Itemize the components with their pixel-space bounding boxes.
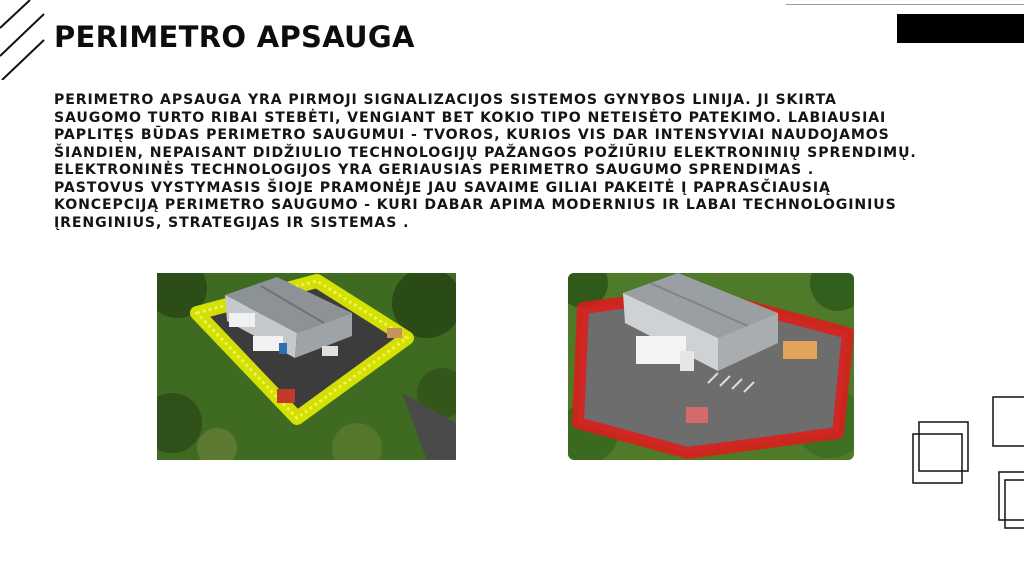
- slide-title: PERIMETRO APSAUGA: [54, 20, 415, 54]
- body-line: SAUGOMO TURTO RIBAI STEBĖTI, VENGIANT BET KOKIO TIPO NETEISĖTO PATEKIMO. LABIAUSIAI: [54, 109, 887, 126]
- body-line: ELEKTRONINĖS TECHNOLOGIJOS YRA GERIAUSIAS PERIMETRO SAUGUMO SPRENDIMAS .: [54, 162, 815, 178]
- body-line: PASTOVUS VYSTYMASIS ŠIOJE PRAMONĖJE JAU SAVAIME GILIAI PAKEITĖ Į PAPRASČIAUSIĄ: [54, 179, 831, 196]
- black-accent-bar: [897, 14, 1024, 43]
- decorative-slash-lines: [0, 0, 60, 80]
- body-line: ŠIANDIEN, NEPAISANT DIDŽIULIO TECHNOLOGIJŲ PAŽANGOS POŽIŪRIU ELEKTRONINIŲ SPRENDIMŲ.: [54, 144, 917, 161]
- body-line: KONCEPCIJĄ PERIMETRO SAUGUMO - KURI DABAR APIMA MODERNIUS IR LABAI TECHNOLOGINIUS: [54, 197, 897, 213]
- body-line: ĮRENGINIUS, STRATEGIJAS IR SISTEMAS .: [54, 214, 410, 231]
- warehouse-red-perimeter-image: [568, 273, 854, 460]
- warehouse-yellow-fence-image: [157, 273, 456, 460]
- body-line: PAPLITĘS BŪDAS PERIMETRO SAUGUMUI - TVOROS, KURIOS VIS DAR INTENSYVIAI NAUDOJAMOS: [54, 127, 890, 143]
- top-divider-line: [786, 4, 1024, 5]
- body-line: PERIMETRO APSAUGA YRA PIRMOJI SIGNALIZACIJOS SISTEMOS GYNYBOS LINIJA. JI SKIRTA: [54, 92, 837, 108]
- slide-body-text: [54, 92, 994, 232]
- decorative-squares: [905, 390, 1024, 535]
